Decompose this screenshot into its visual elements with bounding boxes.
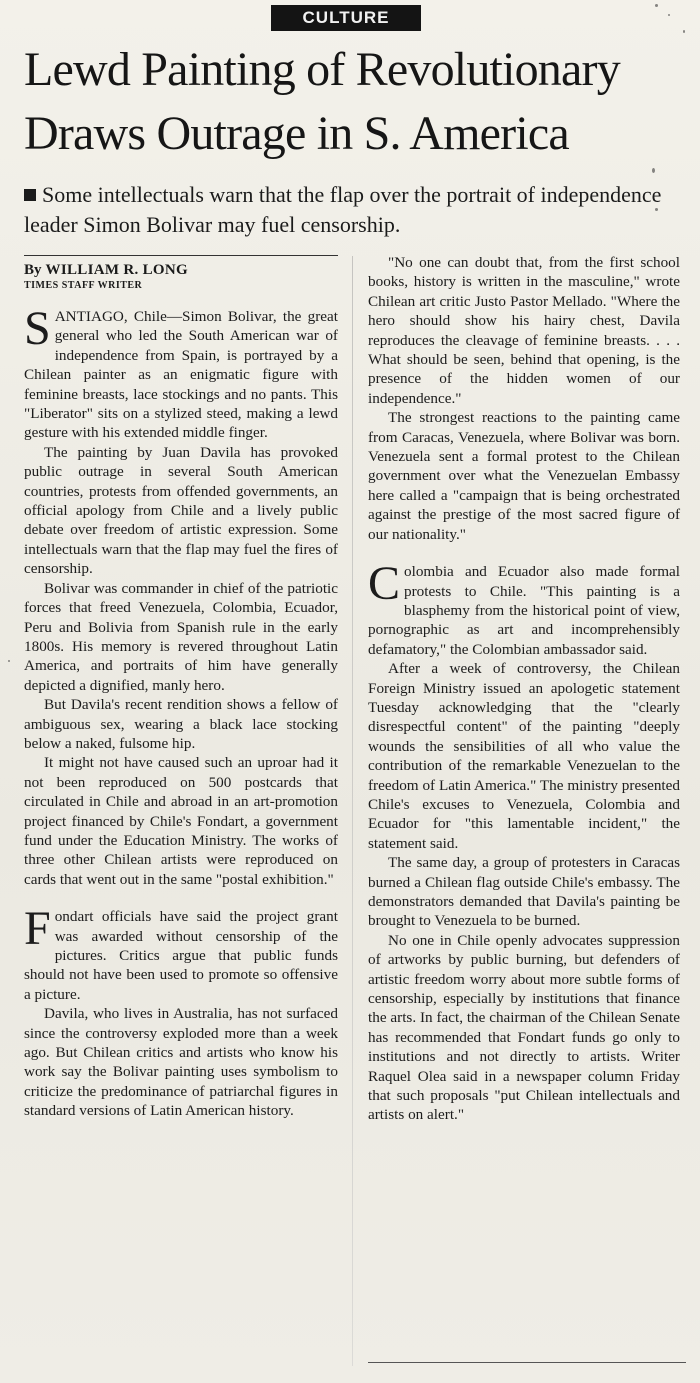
byline-rule [24, 255, 338, 256]
print-speck [652, 168, 655, 173]
paragraph: Davila, who lives in Australia, has not surfaced since the controversy exploded more than a week ago. But Chilean critics and artists who know his work say the Bolivar painting uses symbolism to criticize the predominance of patriarchal figures in standard versions of Latin American history. [24, 1005, 338, 1120]
byline [24, 259, 188, 291]
drop-cap: F [24, 902, 51, 956]
headline-line-1: Lewd Painting of Revolutionary [24, 43, 620, 96]
print-speck [683, 30, 685, 33]
drop-cap: C [368, 557, 401, 611]
headline [24, 38, 694, 166]
print-speck [655, 4, 658, 7]
print-speck [668, 14, 670, 16]
paragraph-text: , Chile—Simon Bolivar, the great general who led the South American war of independence from Spain, is portrayed by a Chilean painter as an enigmatic figure with feminine breasts, lace stockings and no pants. This "Liberator" sits on a stylized steed, making a lewd gesture with his extended middle finger. [24, 308, 338, 442]
article-column-2 [368, 253, 680, 1125]
paragraph: But Davila's recent rendition shows a fellow of ambiguous sex, wearing a black lace stocking below a naked, fulsome hip. [24, 696, 338, 752]
paragraph: "No one can doubt that, from the first school books, history is written in the masculine," wrote Chilean art critic Justo Pastor Mellado. "Where the hero should show his hairy chest, Davila reproduces the cleavage of feminine breasts. . . . What should be seen, behind that opening, is the presence of the hidden women of our independence." [368, 254, 680, 407]
paragraph [24, 302, 338, 443]
paragraph: The painting by Juan Davila has provoked public outrage in several South American countries, protests from offended governments, an official apology from Chile and a lively public debate over freedom of artistic expression. Some intellectuals warn that the flap may fuel the fires of censorship. [24, 443, 338, 578]
section-label: CULTURE [271, 5, 421, 31]
paragraph: It might not have caused such an uproar had it not been reproduced on 500 postcards that circulated in Chile and abroad in an art-promotion project financed by Chile's Fondart, a government fund under the Education Ministry. The works of three other Chilean artists were reproduced on cards that went out in the same "postal exhibition." [24, 754, 338, 888]
author-name: WILLIAM R. LONG [45, 262, 188, 278]
print-speck [655, 208, 658, 211]
paragraph: The same day, a group of protesters in Caracas burned a Chilean flag outside Chile's embassy. The demonstrators demanded that Davila's painting be brought to Venezuela to be burned. [368, 854, 680, 930]
square-bullet-icon [24, 189, 36, 201]
byline-by: By [24, 262, 42, 278]
subheadline-text: Some intellectuals warn that the flap over the portrait of independence leader Simon Bolivar may fuel censorship. [24, 182, 662, 237]
print-speck [8, 660, 10, 662]
paragraph: After a week of controversy, the Chilean Foreign Ministry issued an apologetic statement Tuesday acknowledging that the "clearly disrespectful content" of the painting "deeply wounds the sensibilities of all who value the contribution of the remarkable Venezuelan to the freedom of Latin America." The ministry presented Chile's excuses to Venezuela, Colombia and Ecuador for "this lamentable incident," the statement said. [368, 660, 680, 852]
paragraph: The strongest reactions to the painting came from Caracas, Venezuela, where Bolivar was born. Venezuela sent a formal protest to the Chilean government over what the Venezuelan Embassy here called a "campaign that is being orchestrated against the prestige of the most sacred figure of our nationality." [368, 409, 680, 543]
paragraph [24, 902, 338, 1004]
drop-cap: S [24, 302, 51, 355]
paragraph-text: ondart officials have said the project grant was awarded without censorship of the pictures. Critics argue that public funds should not have been used to promote so offensive a picture. [24, 908, 338, 1003]
headline-line-2: Draws Outrage in S. America [24, 107, 569, 160]
subheadline [24, 180, 664, 240]
dateline-caps: ANTIAGO [54, 308, 124, 325]
paragraph [368, 557, 680, 659]
paragraph: No one in Chile openly advocates suppression of artworks by public burning, but defenders of artistic freedom worry about more subtle forms of censorship, especially by institutions that finance the arts. In fact, the chairman of the Chilean Senate has recommended that Fondart funds go only to institutions and not directly to artists. Writer Raquel Olea said in a newspaper column Friday that such proposals "put Chilean intellectuals and artists on alert." [368, 931, 680, 1124]
author-role: TIMES STAFF WRITER [24, 280, 143, 291]
paragraph: Bolivar was commander in chief of the patriotic forces that freed Venezuela, Colombia, Ecuador, Peru and Bolivia from Spanish rule in the early 1800s. His memory is revered throughout Latin America, and portraits of him have generally depicted a dignified, manly hero. [24, 579, 338, 694]
article-column-1 [24, 302, 338, 1121]
paragraph-text: olombia and Ecuador also made formal protests to Chile. "This painting is a blasphemy from the historical point of view, pornographic as art and incomprehensibly defamatory," the Colombian ambassador said. [368, 563, 680, 658]
column-divider [352, 256, 353, 1366]
bottom-rule [368, 1362, 686, 1363]
